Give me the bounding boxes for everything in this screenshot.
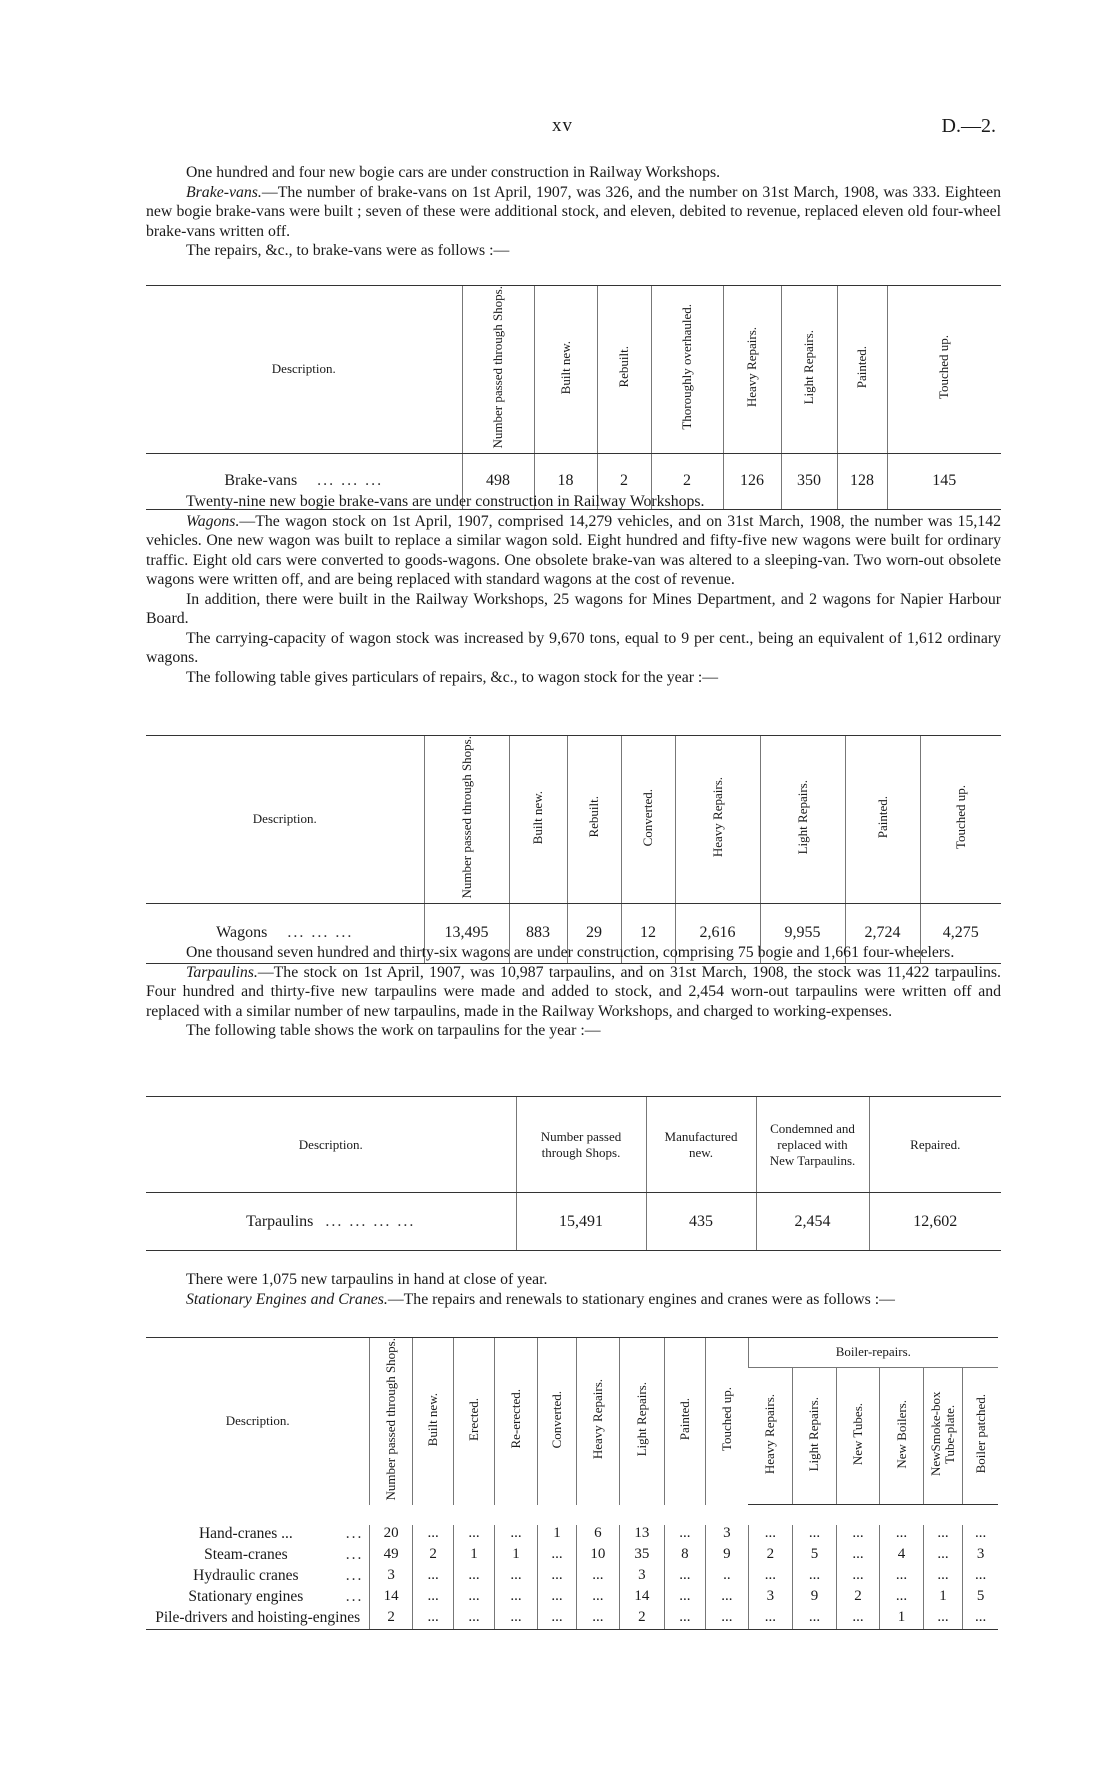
cell: 5 xyxy=(793,1546,837,1567)
cell: 3 xyxy=(706,1525,748,1546)
cell: ... xyxy=(412,1525,453,1546)
brake-vans-heading: Brake-vans. xyxy=(186,183,262,201)
brake-vans-table-intro: The repairs, &c., to brake-vans were as follows :— xyxy=(186,242,510,259)
col-built-new: Built new. xyxy=(509,736,567,904)
cell: ... xyxy=(494,1567,538,1588)
cell: 1 xyxy=(454,1546,494,1567)
cell: ... xyxy=(538,1546,576,1567)
cell: ... xyxy=(706,1588,748,1609)
cell: ... xyxy=(576,1588,620,1609)
tarpaulins-table-intro: The following table shows the work on tarpaulins for the year :— xyxy=(186,1022,601,1039)
brake-vans-paragraph xyxy=(146,183,1001,242)
col-light-repairs: Light Repairs. xyxy=(620,1338,665,1505)
wagons-body: —The wagon stock on 1st April, 1907, comprised 14,279 vehicles, and on 31st March, 1908, the number was 15,142 vehicles. One new wagon was built to replace a similar wagon sold. Eight hundred and fifty-five new wagons were built for ordinary traffic. Eight old cars were converted to goods-wagons. One obsolete brake-van was altered to a sleeping-van. Two worn-out obsolete wagons were written off, and are being replaced with standard wagons at the cost of revenue. xyxy=(146,512,1001,588)
stationary-table xyxy=(146,1337,998,1630)
cell: ... xyxy=(748,1609,793,1630)
wagons-paragraph-3: The carrying-capacity of wagon stock was increased by 9,670 tons, equal to 9 per cent., being an equivalent of 1,612 ordinary wagons. xyxy=(146,629,1001,666)
tarpaulins-text xyxy=(146,943,1001,1041)
stationary-paragraph xyxy=(146,1290,1001,1310)
cell: ... xyxy=(538,1567,576,1588)
cell: ... xyxy=(538,1609,576,1630)
cell: ... xyxy=(748,1525,793,1546)
col-number-passed: Number passed through Shops. xyxy=(424,736,509,904)
cell: ... xyxy=(494,1588,538,1609)
row-description: Steam-cranes ... xyxy=(204,1545,364,1563)
table-row xyxy=(146,1567,998,1588)
cell: 8 xyxy=(664,1546,705,1567)
cell: ... xyxy=(454,1609,494,1630)
col-rebuilt: Rebuilt. xyxy=(597,286,651,454)
cell: 35 xyxy=(620,1546,665,1567)
cell: 14 xyxy=(620,1588,665,1609)
tarpaulins-after: There were 1,075 new tarpaulins in hand at close of year. xyxy=(186,1271,548,1288)
brake-vans-text xyxy=(146,163,1001,261)
cell: ... xyxy=(664,1567,705,1588)
table-row: Brake-vans ... ... ... 498 18 2 2 126 350 128 145 xyxy=(146,453,1001,509)
cell: 5 xyxy=(963,1588,998,1609)
cell: ... xyxy=(412,1609,453,1630)
brake-vans-body: —The number of brake-vans on 1st April, 1907, was 326, and the number on 31st March, 1908, was 333. Eighteen new bogie brake-vans were built ; seven of these were additional stock, and eleven, debited to revenue, replaced eleven old four-wheel brake-vans written off. xyxy=(146,183,1001,240)
cell: ... xyxy=(963,1525,998,1546)
col-touched-up: Touched up. xyxy=(920,736,1001,904)
col-erected: Erected. xyxy=(454,1338,494,1505)
row-description: Stationary engines ... xyxy=(188,1587,364,1605)
col-description: Description. xyxy=(146,1097,516,1193)
cell: ... xyxy=(793,1609,837,1630)
cell: 3 xyxy=(620,1567,665,1588)
intro-paragraph: One hundred and four new bogie cars are under construction in Railway Workshops. xyxy=(186,164,721,181)
cell: ... xyxy=(748,1567,793,1588)
col-converted: Converted. xyxy=(621,736,675,904)
col-heavy-repairs: Heavy Repairs. xyxy=(723,286,781,454)
cell: 9 xyxy=(706,1546,748,1567)
cell: ... xyxy=(963,1609,998,1630)
cell: ... xyxy=(706,1609,748,1630)
table-row: Tarpaulins ... ... ... ... 15,491 435 2,454 12,602 xyxy=(146,1193,1001,1251)
col-light-repairs: Light Repairs. xyxy=(781,286,837,454)
cell: 14 xyxy=(370,1588,412,1609)
row-description: Hydraulic cranes ... xyxy=(193,1566,364,1584)
tarpaulins-body: —The stock on 1st April, 1907, was 10,987 tarpaulins, and on 31st March, 1908, the stock was 11,422 tarpaulins. Four hundred and thirty-five new tarpaulins were made and added to stock, and 2,454 worn-out tarpaulins were written off and replaced with a similar number of new tarpaulins, made in the Railway Workshops, and charged to working-expenses. xyxy=(146,963,1001,1020)
cell: ... xyxy=(454,1588,494,1609)
col-number-passed: Number passed through Shops. xyxy=(370,1338,412,1505)
page-header xyxy=(0,115,1114,145)
col-description: Description. xyxy=(146,286,462,454)
wagons-paragraph xyxy=(146,512,1001,590)
col-description: Description. xyxy=(146,1338,370,1505)
col-built-new: Built new. xyxy=(534,286,597,454)
cell: ... xyxy=(880,1588,924,1609)
cell: ... xyxy=(923,1546,962,1567)
cell: ... xyxy=(494,1525,538,1546)
col-new-smoke-box-tube-plate: NewSmoke-box Tube-plate. xyxy=(923,1367,962,1504)
tarpaulins-table xyxy=(146,1096,1001,1251)
wagons-text xyxy=(146,492,1001,687)
cell: ... xyxy=(454,1567,494,1588)
cell: 2 xyxy=(620,1609,665,1630)
cell: ... xyxy=(664,1609,705,1630)
cell: ... xyxy=(454,1525,494,1546)
tarpaulins-paragraph xyxy=(146,963,1001,1022)
col-heavy-repairs: Heavy Repairs. xyxy=(576,1338,620,1505)
col-converted: Converted. xyxy=(538,1338,576,1505)
wagons-after: One thousand seven hundred and thirty-six wagons are under construction, comprising 75 bogie and 1,661 four-wheelers. xyxy=(186,944,955,961)
cell: ... xyxy=(412,1588,453,1609)
cell: 2 xyxy=(748,1546,793,1567)
cell: ... xyxy=(880,1567,924,1588)
cell: ... xyxy=(576,1609,620,1630)
cell: 2 xyxy=(836,1588,880,1609)
col-description: Description. xyxy=(146,736,424,904)
col-boiler-light-repairs: Light Repairs. xyxy=(793,1367,837,1504)
cell: ... xyxy=(923,1609,962,1630)
col-manufactured-new: Manufactured new. xyxy=(646,1097,756,1193)
row-description: Pile-drivers and hoisting-engines xyxy=(146,1609,370,1630)
cell: 1 xyxy=(880,1609,924,1630)
cell: ... xyxy=(664,1588,705,1609)
cell: ... xyxy=(576,1567,620,1588)
document-reference: D.—2. xyxy=(941,115,996,137)
cell: ... xyxy=(494,1609,538,1630)
wagons-paragraph-2: In addition, there were built in the Railway Workshops, 25 wagons for Mines Department, and 2 wagons for Napier Harbour Board. xyxy=(146,590,1001,627)
wagons-table-intro: The following table gives particulars of repairs, &c., to wagon stock for the year :— xyxy=(186,668,719,686)
cell: 3 xyxy=(370,1567,412,1588)
cell: ... xyxy=(538,1588,576,1609)
wagons-table xyxy=(146,735,1001,964)
cell: 1 xyxy=(923,1588,962,1609)
cell: 4 xyxy=(880,1546,924,1567)
col-re-erected: Re-erected. xyxy=(494,1338,538,1505)
col-repaired: Repaired. xyxy=(869,1097,1001,1193)
table-row: Wagons ... ... ... 13,495 883 29 12 2,616 9,955 2,724 4,275 xyxy=(146,903,1001,963)
col-boiler-heavy-repairs: Heavy Repairs. xyxy=(748,1367,793,1504)
cell: 49 xyxy=(370,1546,412,1567)
cell: 1 xyxy=(494,1546,538,1567)
cell: 10 xyxy=(576,1546,620,1567)
cell: ... xyxy=(880,1525,924,1546)
col-heavy-repairs: Heavy Repairs. xyxy=(675,736,760,904)
col-new-boilers: New Boilers. xyxy=(880,1367,924,1504)
wagons-heading: Wagons. xyxy=(186,512,240,530)
stationary-heading: Stationary Engines and Cranes. xyxy=(186,1290,388,1308)
col-painted: Painted. xyxy=(664,1338,705,1505)
col-touched-up: Touched up. xyxy=(706,1338,748,1505)
boiler-repairs-group-header: Boiler-repairs. xyxy=(748,1338,998,1368)
table-row xyxy=(146,1546,998,1567)
cell: .. xyxy=(706,1567,748,1588)
table-row xyxy=(146,1525,998,1546)
stationary-body: —The repairs and renewals to stationary engines and cranes were as follows :— xyxy=(387,1290,895,1308)
cell: ... xyxy=(793,1525,837,1546)
cell: 20 xyxy=(370,1525,412,1546)
col-rebuilt: Rebuilt. xyxy=(567,736,621,904)
brake-vans-table xyxy=(146,285,1001,510)
col-touched-up: Touched up. xyxy=(887,286,1001,454)
cell: ... xyxy=(836,1567,880,1588)
cell: ... xyxy=(923,1567,962,1588)
page-number: xv xyxy=(552,115,573,136)
col-condemned-replaced: Condemned and replaced with New Tarpaulins. xyxy=(756,1097,869,1193)
table-row xyxy=(146,1609,998,1630)
table-row xyxy=(146,1588,998,1609)
col-thoroughly-overhauled: Thoroughly overhauled. xyxy=(651,286,723,454)
col-painted: Painted. xyxy=(845,736,920,904)
cell: ... xyxy=(793,1567,837,1588)
col-number-passed: Number passed through Shops. xyxy=(516,1097,646,1193)
cell: 6 xyxy=(576,1525,620,1546)
stationary-text xyxy=(146,1270,1001,1309)
cell: ... xyxy=(923,1525,962,1546)
brake-vans-after: Twenty-nine new bogie brake-vans are under construction in Railway Workshops. xyxy=(186,493,705,510)
cell: 9 xyxy=(793,1588,837,1609)
cell: ... xyxy=(963,1567,998,1588)
cell: 2 xyxy=(412,1546,453,1567)
cell: ... xyxy=(836,1546,880,1567)
cell: 1 xyxy=(538,1525,576,1546)
row-description: Hand-cranes ... ... xyxy=(198,1524,364,1542)
cell: ... xyxy=(836,1525,880,1546)
cell: ... xyxy=(412,1567,453,1588)
cell: 3 xyxy=(748,1588,793,1609)
cell: ... xyxy=(836,1609,880,1630)
col-number-passed: Number passed through Shops. xyxy=(462,286,534,454)
col-new-tubes: New Tubes. xyxy=(836,1367,880,1504)
stationary-table-body xyxy=(146,1505,998,1630)
cell: 2 xyxy=(370,1609,412,1630)
col-boiler-patched: Boiler patched. xyxy=(963,1367,998,1504)
col-painted: Painted. xyxy=(837,286,887,454)
col-light-repairs: Light Repairs. xyxy=(760,736,845,904)
col-built-new: Built new. xyxy=(412,1338,453,1505)
cell: 13 xyxy=(620,1525,665,1546)
cell: ... xyxy=(664,1525,705,1546)
tarpaulins-heading: Tarpaulins. xyxy=(186,963,258,981)
cell: 3 xyxy=(963,1546,998,1567)
